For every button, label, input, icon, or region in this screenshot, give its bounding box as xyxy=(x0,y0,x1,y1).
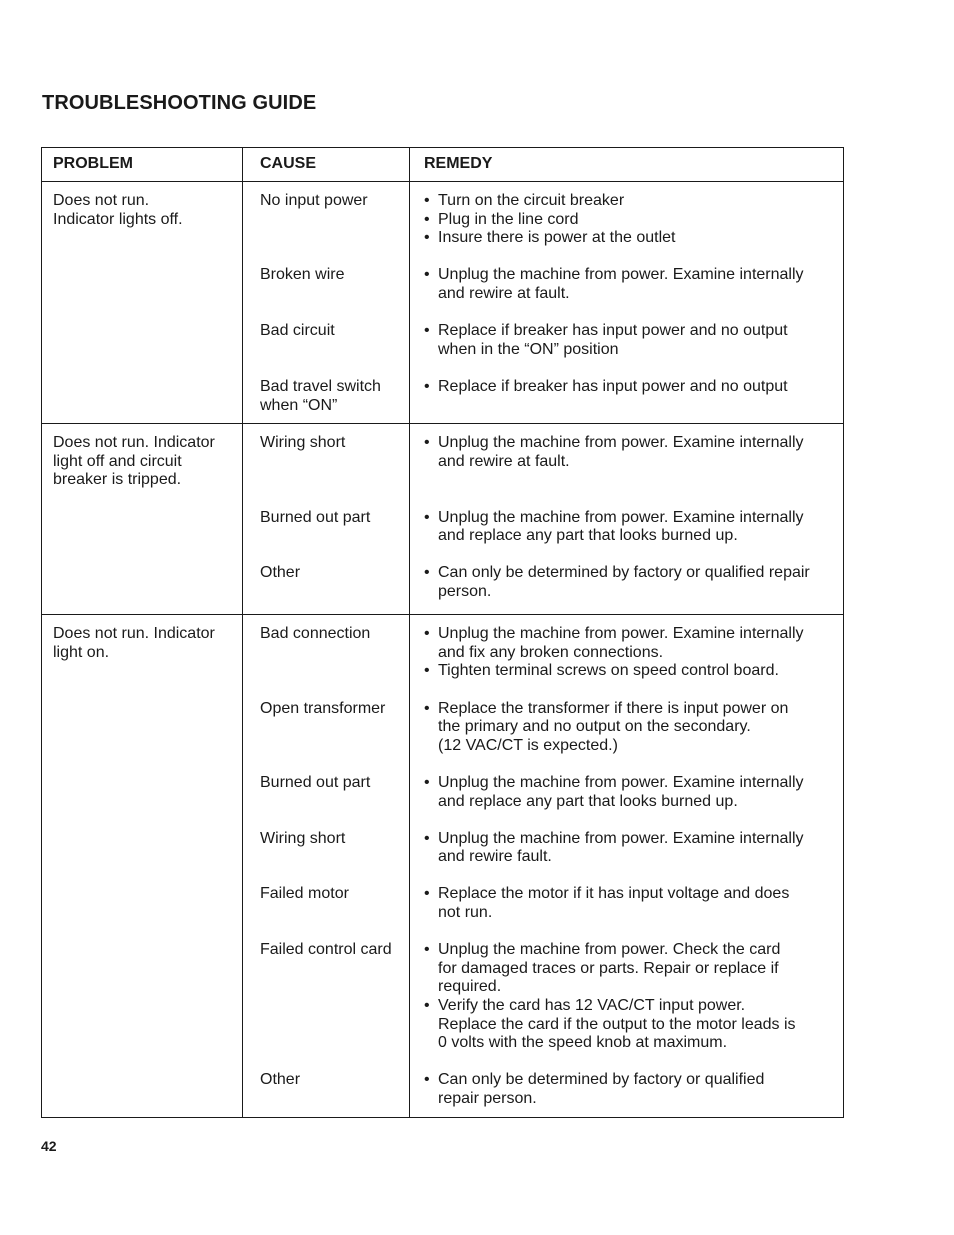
cause-line: Other xyxy=(260,1071,301,1089)
cause-item xyxy=(260,830,405,867)
cause-line: Wiring short xyxy=(260,434,346,452)
remedy-bullet-line xyxy=(424,266,839,285)
remedy-item xyxy=(424,322,839,359)
remedy-text: (12 VAC/CT is expected.) xyxy=(438,736,618,754)
remedy-text: and rewire at fault. xyxy=(438,452,570,470)
remedy-item xyxy=(424,1071,839,1108)
remedy-text: Unplug the machine from power. Examine internally xyxy=(438,434,804,452)
problem-line: Does not run. xyxy=(53,192,150,209)
cause-item xyxy=(260,564,405,601)
remedy-cell xyxy=(410,424,844,615)
remedy-text: Unplug the machine from power. Examine internally xyxy=(438,508,804,526)
remedy-text: and rewire at fault. xyxy=(438,284,570,302)
remedy-text: not run. xyxy=(438,904,493,922)
bullet-icon: • xyxy=(424,377,430,395)
table-row xyxy=(42,182,844,424)
header-cause-label: CAUSE xyxy=(260,155,317,173)
problem-line: light off and circuit xyxy=(53,452,182,470)
bullet-icon: • xyxy=(424,322,430,340)
bullet-icon: • xyxy=(424,625,430,643)
remedy-bullet-line xyxy=(424,229,839,248)
remedy-bullet-line xyxy=(424,941,839,960)
header-problem xyxy=(42,148,243,182)
remedy-text: required. xyxy=(438,978,502,996)
table-row xyxy=(42,615,844,1118)
remedy-bullet-line xyxy=(424,662,839,681)
remedy-item xyxy=(424,885,839,922)
cause-line: Bad circuit xyxy=(260,322,335,340)
cause-line: Bad connection xyxy=(260,625,371,643)
header-problem-label: PROBLEM xyxy=(53,155,133,173)
remedy-bullet-line xyxy=(424,211,839,230)
cause-line: Broken wire xyxy=(260,266,345,284)
remedy-text: 0 volts with the speed knob at maximum. xyxy=(438,1034,728,1052)
cause-line: No input power xyxy=(260,192,368,209)
remedy-item xyxy=(424,378,839,415)
remedy-item xyxy=(424,774,839,811)
page-title: TROUBLESHOOTING GUIDE xyxy=(42,92,317,114)
remedy-text: Unplug the machine from power. Examine internally xyxy=(438,625,804,643)
remedy-text: Turn on the circuit breaker xyxy=(438,192,625,209)
bullet-icon: • xyxy=(424,210,430,228)
remedy-text: Plug in the line cord xyxy=(438,210,579,228)
problem-line: breaker is tripped. xyxy=(53,471,182,489)
remedy-text: Tighten terminal screws on speed control board. xyxy=(438,662,779,680)
remedy-text: Unplug the machine from power. Examine internally xyxy=(438,773,804,791)
remedy-bullet-line xyxy=(424,509,839,528)
remedy-text: Insure there is power at the outlet xyxy=(438,229,676,247)
remedy-text: Unplug the machine from power. Check the card xyxy=(438,941,781,959)
bullet-icon: • xyxy=(424,997,430,1015)
problem-line: light on. xyxy=(53,643,110,661)
bullet-icon: • xyxy=(424,662,430,680)
remedy-text: Replace if breaker has input power and no output xyxy=(438,322,788,340)
bullet-icon: • xyxy=(424,941,430,959)
header-remedy xyxy=(410,148,844,182)
cause-item xyxy=(260,885,405,922)
remedy-item xyxy=(424,564,839,601)
remedy-item xyxy=(424,509,839,546)
remedy-text: Can only be determined by factory or qualified repair xyxy=(438,564,810,582)
remedy-bullet-line xyxy=(424,885,839,904)
remedy-text: and replace any part that looks burned up. xyxy=(438,527,738,545)
cause-line: Open transformer xyxy=(260,699,386,717)
remedy-cell xyxy=(410,182,844,424)
remedy-text: Replace if breaker has input power and no output xyxy=(438,377,788,395)
remedy-text: when in the “ON” position xyxy=(438,340,619,358)
bullet-icon: • xyxy=(424,266,430,284)
table-row xyxy=(42,424,844,615)
remedy-text: for damaged traces or parts. Repair or replace if xyxy=(438,959,779,977)
bullet-icon: • xyxy=(424,1071,430,1089)
remedy-item xyxy=(424,830,839,867)
remedy-text: Replace the transformer if there is input power on xyxy=(438,699,789,717)
cause-item xyxy=(260,378,405,415)
remedy-text: Replace the motor if it has input voltage and does xyxy=(438,885,790,903)
bullet-icon: • xyxy=(424,885,430,903)
cause-line: Wiring short xyxy=(260,829,346,847)
cause-item xyxy=(260,192,405,248)
remedy-text: and rewire fault. xyxy=(438,848,552,866)
remedy-text: and fix any broken connections. xyxy=(438,643,664,661)
remedy-text: Verify the card has 12 VAC/CT input power. xyxy=(438,997,746,1015)
remedy-text: and replace any part that looks burned up. xyxy=(438,792,738,810)
cause-line: Failed motor xyxy=(260,885,349,903)
bullet-icon: • xyxy=(424,564,430,582)
cause-line: Other xyxy=(260,564,301,582)
bullet-icon: • xyxy=(424,229,430,247)
cause-item xyxy=(260,1071,405,1108)
remedy-text: Replace the card if the output to the motor leads is xyxy=(438,1015,796,1033)
cause-cell xyxy=(243,615,410,1118)
cause-line: Burned out part xyxy=(260,773,371,791)
remedy-item xyxy=(424,434,839,471)
remedy-bullet-line xyxy=(424,378,839,397)
bullet-icon: • xyxy=(424,192,430,209)
remedy-text: repair person. xyxy=(438,1090,537,1108)
remedy-bullet-line xyxy=(424,564,839,583)
bullet-icon: • xyxy=(424,699,430,717)
remedy-text: Unplug the machine from power. Examine internally xyxy=(438,829,804,847)
remedy-item xyxy=(424,941,839,1053)
bullet-icon: • xyxy=(424,773,430,791)
problem-line: Does not run. Indicator xyxy=(53,434,215,452)
remedy-bullet-line xyxy=(424,830,839,849)
header-cause xyxy=(243,148,410,182)
cause-line: Burned out part xyxy=(260,508,371,526)
remedy-text: Can only be determined by factory or qualified xyxy=(438,1071,765,1089)
remedy-bullet-line xyxy=(424,192,839,211)
remedy-bullet-line xyxy=(424,322,839,341)
page-number: 42 xyxy=(41,1138,57,1154)
table-body xyxy=(42,182,844,1118)
remedy-bullet-line xyxy=(424,997,839,1016)
remedy-item xyxy=(424,192,839,248)
remedy-bullet-line xyxy=(424,434,839,453)
bullet-icon: • xyxy=(424,829,430,847)
bullet-icon: • xyxy=(424,434,430,452)
cause-line: when “ON” xyxy=(260,396,338,414)
cause-line: Failed control card xyxy=(260,941,392,959)
cause-cell xyxy=(243,424,410,615)
problem-cell xyxy=(42,615,243,1118)
remedy-text: Unplug the machine from power. Examine internally xyxy=(438,266,804,284)
cause-line: Bad travel switch xyxy=(260,377,381,395)
remedy-item xyxy=(424,625,839,681)
remedy-item xyxy=(424,700,839,756)
header-remedy-label: REMEDY xyxy=(424,155,493,173)
remedy-bullet-line xyxy=(424,700,839,719)
problem-cell xyxy=(42,182,243,424)
problem-line: Indicator lights off. xyxy=(53,210,183,228)
remedy-text: the primary and no output on the secondary. xyxy=(438,718,751,736)
problem-cell xyxy=(42,424,243,615)
bullet-icon: • xyxy=(424,508,430,526)
troubleshooting-table xyxy=(41,147,844,1118)
remedy-bullet-line xyxy=(424,1071,839,1090)
cause-item xyxy=(260,625,405,681)
cause-item xyxy=(260,941,405,1053)
cause-cell xyxy=(243,182,410,424)
cause-item xyxy=(260,266,405,303)
remedy-text: person. xyxy=(438,582,492,600)
problem-line: Does not run. Indicator xyxy=(53,625,215,643)
remedy-item xyxy=(424,266,839,303)
remedy-bullet-line xyxy=(424,625,839,644)
remedy-bullet-line xyxy=(424,774,839,793)
cause-item xyxy=(260,509,405,546)
cause-item xyxy=(260,322,405,359)
table-header-row xyxy=(42,148,844,182)
cause-item xyxy=(260,700,405,756)
remedy-cell xyxy=(410,615,844,1118)
cause-item xyxy=(260,434,405,471)
cause-item xyxy=(260,774,405,811)
